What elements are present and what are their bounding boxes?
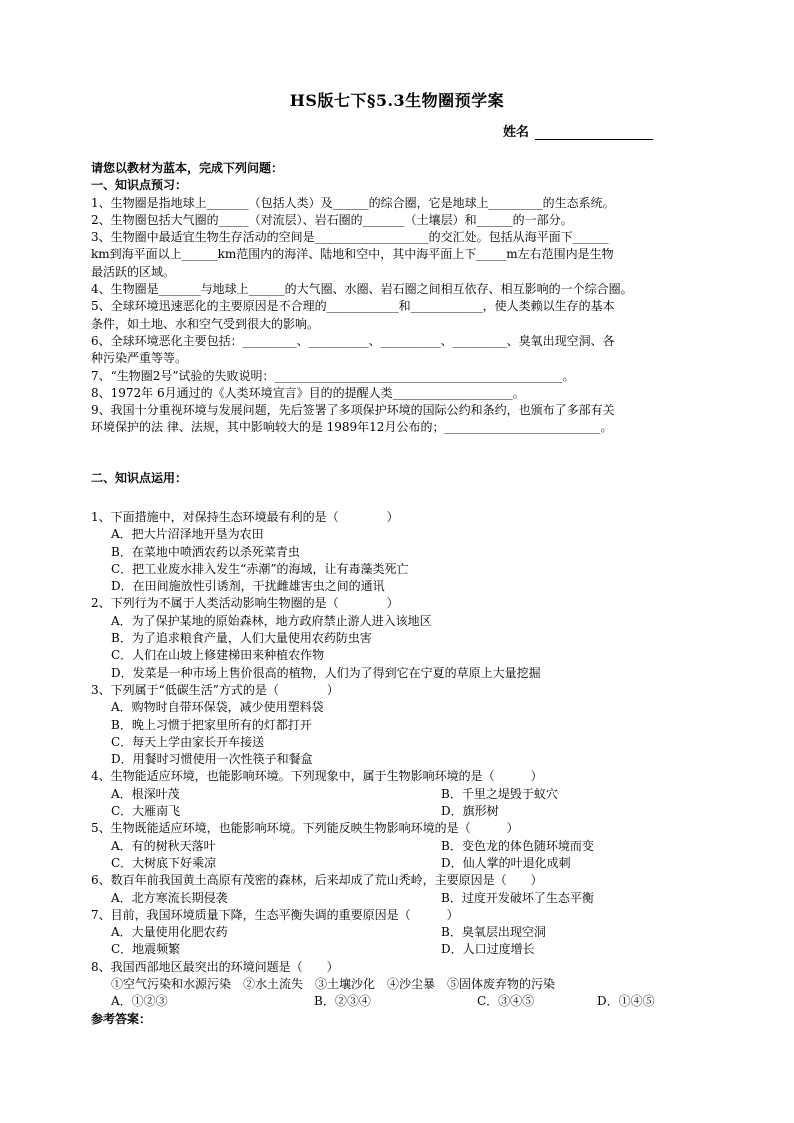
question-option: B．臭氧层出现空洞: [441, 925, 546, 940]
question-stem: 6、数百年前我国黄土高原有茂密的森林，后来却成了荒山秃岭，主要原因是（ ）: [91, 873, 543, 888]
option-row: [91, 838, 703, 855]
s1-line: 3、生物圈中最适宜生物生存活动的空间是___________________的交汇处。包括从海平面下______: [91, 230, 609, 245]
option-row: [91, 890, 703, 907]
question-option: C．把工业废水排入发生“赤潮”的海域，让有毒藻类死亡: [111, 561, 409, 576]
s1-line: 9、我国十分重视环境与发展问题，先后签署了多项保护环境的国际公约和条约，也颁布了多部有关: [91, 403, 615, 418]
question-option: B．②③④: [314, 994, 371, 1009]
question-stem: 3、下列属于“低碳生活”方式的是（ ）: [91, 682, 339, 697]
question-option: B．在菜地中喷洒农药以杀死菜青虫: [111, 544, 300, 559]
question-option: A．根深叶茂: [111, 786, 180, 801]
question-option: C．大雁南飞: [111, 804, 181, 819]
intro-text: 请您以教材为蓝本，完成下列问题：: [91, 161, 284, 175]
name-label: 姓名: [503, 125, 530, 140]
question-option: D．①④⑤: [597, 994, 655, 1009]
option-row: [91, 803, 703, 820]
s1-line: 5、全球环境迅速恶化的主要原因是不合理的____________和____________，使人类赖以生存的基本: [91, 299, 615, 314]
question-option: C．③④⑤: [477, 994, 535, 1009]
question-option: B．千里之堤毁于蚁穴: [441, 786, 558, 801]
question-option: C．大树底下好乘凉: [111, 855, 217, 870]
question-option: D．人口过度增长: [441, 942, 535, 957]
question-stem: 2、下列行为不属于人类活动影响生物圈的是（ ）: [91, 596, 399, 611]
answer-heading: 参考答案：: [91, 1011, 152, 1026]
question-stem: 4、生物能适应环境，也能影响环境。下列现象中，属于生物影响环境的是（ ）: [91, 769, 543, 784]
s1-line: 环境保护的法 律、法规，其中影响较大的是 1989年12月公布的；__________________________。: [91, 420, 613, 435]
s1-line: 1、生物圈是指地球上_______（包括人类）及______的综合圈，它是地球上_________的生态系统。: [91, 195, 615, 210]
question-option: B．过度开发破坏了生态平衡: [441, 890, 594, 905]
section-2: [91, 509, 703, 1028]
s1-line: 最活跃的区域。: [91, 264, 176, 279]
question-option: C．人们在山坡上修建梯田来种植农作物: [111, 648, 325, 663]
s1-line: 8、1972年 6月通过的《人类环境宣言》目的的提醒人类____________________。: [91, 385, 525, 400]
s1-line: 2、生物圈包括大气圈的_____（对流层）、岩石圈的_______（土壤层）和______的一部分。: [91, 212, 573, 227]
s1-line: km到海平面以上______km范围内的海洋、陆地和空中，其中海平面上下_____m左右范围内是生物: [91, 247, 614, 262]
question-option: A．为了保护某地的原始森林，地方政府禁止游人进入该地区: [111, 613, 432, 628]
section-1: [91, 160, 703, 437]
question-option: D．旗形树: [441, 804, 499, 819]
question-option: B．为了追求粮食产量，人们大量使用农药防虫害: [111, 631, 372, 646]
question-stem: 5、生物既能适应环境，也能影响环境。下列能反映生物影响环境的是（ ）: [91, 821, 519, 836]
s1-line: 条件，如土地、水和空气受到很大的影响。: [91, 316, 320, 331]
question-option: A．有的树秋天落叶: [111, 838, 216, 853]
question-option: A．大量使用化肥农药: [111, 925, 228, 940]
s1-line: 7、“生物圈2号”试验的失败说明：________________________________________________。: [91, 368, 575, 383]
option-row: [91, 855, 703, 872]
option-row: [91, 786, 703, 803]
section1-heading: 一、知识点预习：: [91, 178, 188, 193]
option-row: [91, 941, 703, 958]
section2-heading: 二、知识点运用：: [91, 471, 188, 485]
question-option: A．北方寒流长期侵袭: [111, 890, 228, 905]
s1-line: 种污染严重等等。: [91, 351, 188, 366]
question-option: A．①②③: [111, 994, 168, 1009]
question-option: C．每天上学由家长开车接送: [111, 734, 265, 749]
question-option: D．发菜是一种市场上售价很高的植物，人们为了得到它在宁夏的草原上大量挖掘: [111, 665, 541, 680]
question-option: A．把大片沼泽地开垦为农田: [111, 527, 264, 542]
question-option: C．地震频繁: [111, 942, 181, 957]
section-2-heading-block: [91, 470, 703, 487]
s1-line: 4、生物圈是_______与地球上______的大气圈、水圈、岩石圈之间相互依存、相互影响的一个综合圈。: [91, 282, 633, 297]
question-stem: 7、目前，我国环境质量下降，生态平衡失调的重要原因是（ ）: [91, 907, 459, 922]
question-option: A．购物时自带环保袋，减少使用塑料袋: [111, 700, 324, 715]
q8-items: ①空气污染和水源污染 ②水土流失 ③土壤沙化 ④沙尘暴 ⑤固体废弃物的污染: [111, 977, 556, 992]
question-stem: 8、我国西部地区最突出的环境问题是（ ）: [91, 959, 339, 974]
name-blank: [535, 127, 653, 140]
question-option: D．用餐时习惯使用一次性筷子和餐盒: [111, 752, 313, 767]
question-option: B．晚上习惯于把家里所有的灯都打开: [111, 717, 312, 732]
name-field: [503, 121, 653, 140]
question-option: D．仙人掌的叶退化成刺: [441, 855, 571, 870]
option-row: [91, 924, 703, 941]
question-option: D．在田间施放性引诱剂，干扰雌雄害虫之间的通讯: [111, 579, 385, 594]
question-option: B．变色龙的体色随环境而变: [441, 838, 594, 853]
question-stem: 1、下面措施中，对保持生态环境最有利的是（ ）: [91, 510, 399, 524]
option-row: [91, 993, 703, 1010]
page-title: HS版七下§5.3生物圈预学案: [289, 91, 505, 110]
s1-line: 6、全球环境恶化主要包括：_________、__________、__________、_________、臭氧出现空洞、各: [91, 333, 615, 348]
